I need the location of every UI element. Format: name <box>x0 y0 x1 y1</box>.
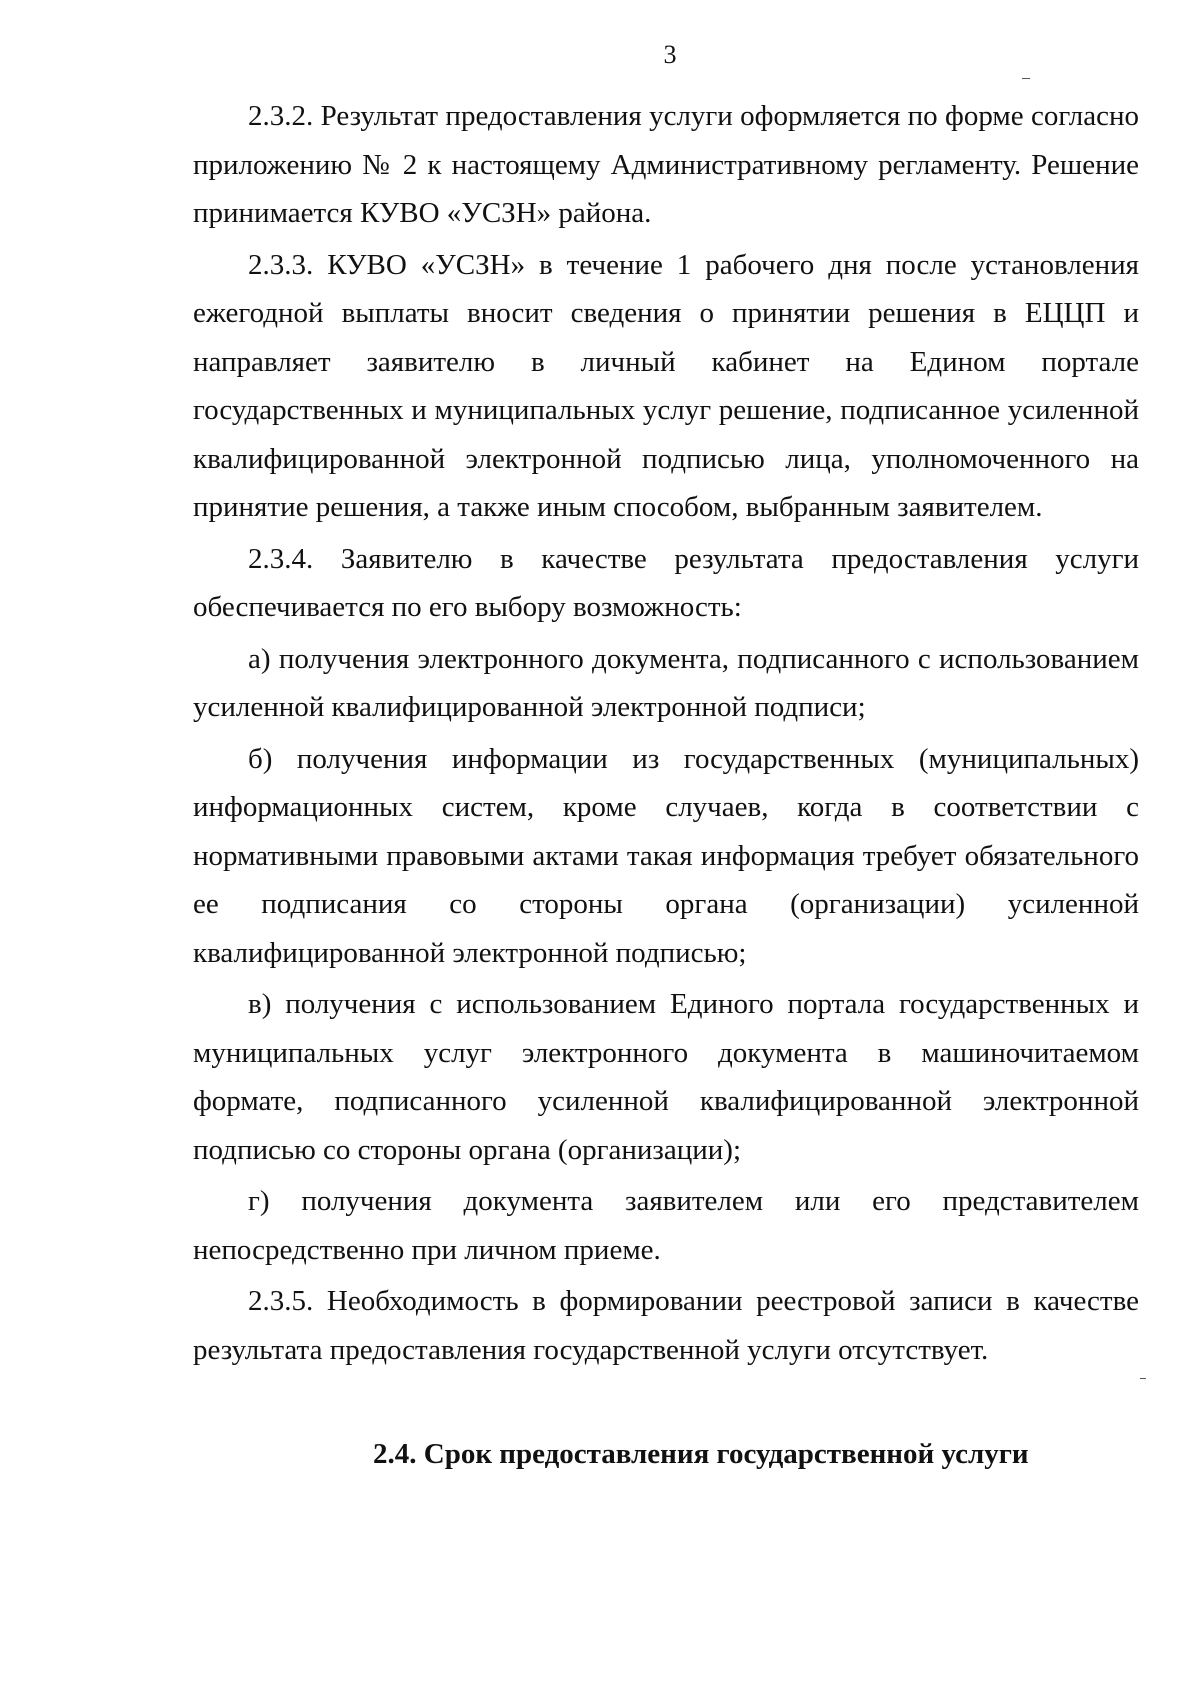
list-item-v: в) получения с использованием Единого портала государственных и муниципальных услуг электронного документа в машиночитаемом формате, подписанного усиленной квалифицированной электронной подписью со стороны органа (организации); <box>193 988 1139 1166</box>
page-number: 3 <box>663 40 677 69</box>
paragraph-2-3-4: 2.3.4. Заявителю в качестве результата предоставления услуги обеспечивается по его выбору возможность: <box>193 542 1139 623</box>
section-heading: 2.4. Срок предоставления государственной услуги <box>373 1438 1029 1470</box>
scan-mark <box>1022 78 1030 79</box>
paragraph-2-3-3: 2.3.3. КУВО «УСЗН» в течение 1 рабочего дня после установления ежегодной выплаты вносит сведения о принятии решения в ЕЦЦП и направляет заявителю в личный кабинет на Едином портале государственных и муниципальных услуг решение, подписанное усиленной квалифицированной электронной подписью лица, уполномоченного на принятие решения, а также иным способом, выбранным заявителем. <box>193 248 1139 523</box>
document-body <box>193 92 1139 1377</box>
list-item-g: г) получения документа заявителем или его представителем непосредственно при личном приеме. <box>193 1185 1139 1266</box>
paragraph-2-3-2: 2.3.2. Результат предоставления услуги оформляется по форме согласно приложению № 2 к настоящему Административному регламенту. Решение принимается КУВО «УСЗН» района. <box>193 100 1139 229</box>
scan-mark <box>1140 1378 1146 1379</box>
paragraph-2-3-5: 2.3.5. Необходимость в формировании реестровой записи в качестве результата предоставления государственной услуги отсутствует. <box>193 1285 1139 1366</box>
list-item-b: б) получения информации из государственных (муниципальных) информационных систем, кроме случаев, когда в соответствии с нормативными правовыми актами такая информация требует обязательного ее подписания со стороны органа (организации) усиленной квалифицированной электронной подписью; <box>193 742 1139 969</box>
list-item-a: а) получения электронного документа, подписанного с использованием усиленной квалифицированной электронной подписи; <box>193 642 1139 723</box>
